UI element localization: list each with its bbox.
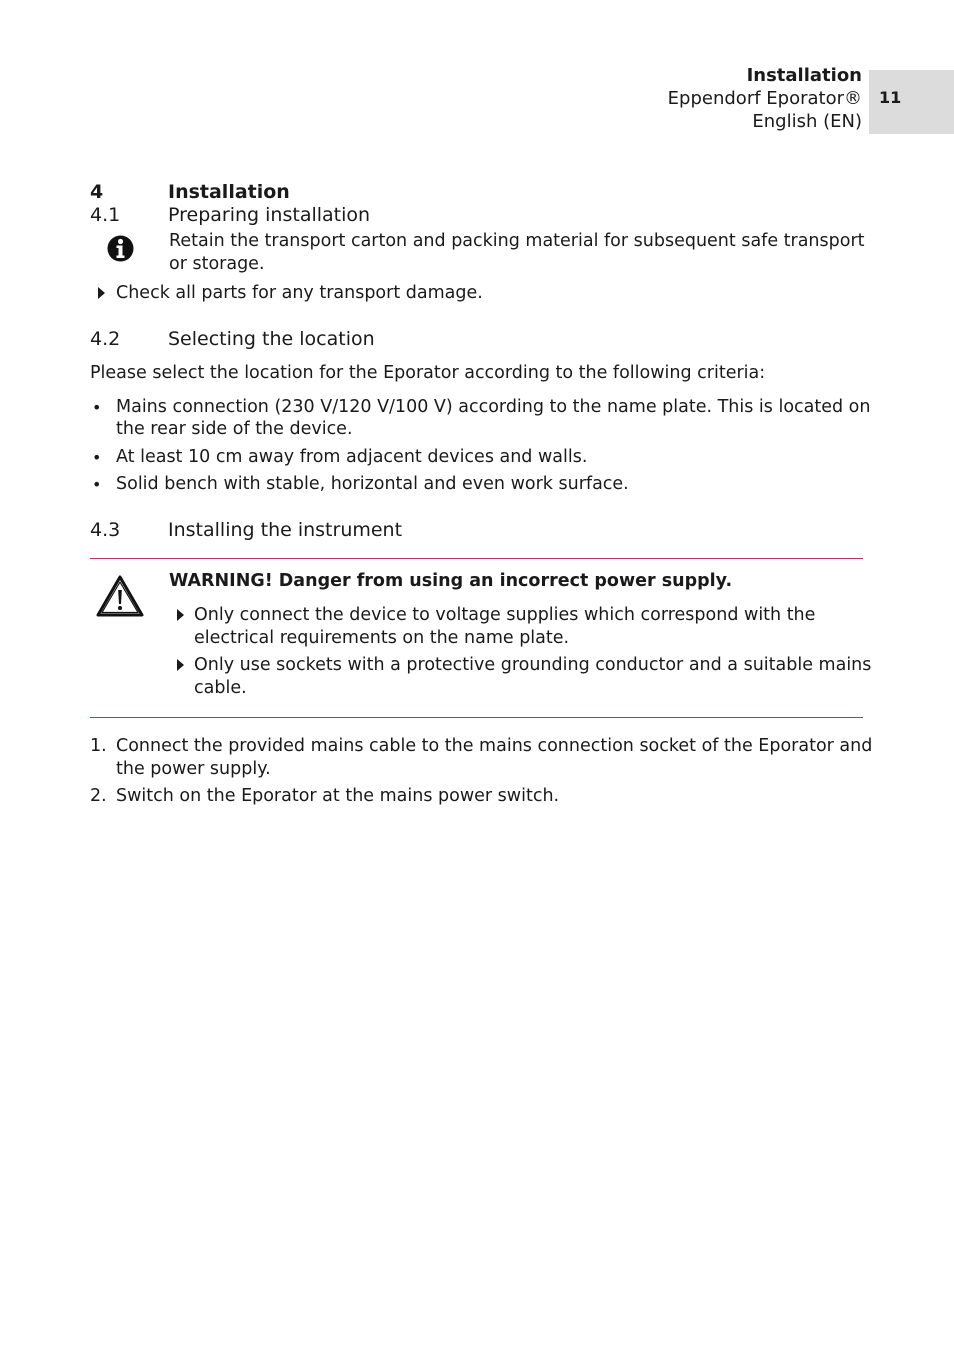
list-item: At least 10 cm away from adjacent devices and walls. [116,447,588,467]
chapter-title: Installation [168,181,290,203]
page-number: 11 [879,88,902,107]
section-4-2-title: Selecting the location [168,328,375,350]
section-4-1-title: Preparing installation [168,204,371,226]
bullet-marker: • [92,448,102,467]
arrow-right-icon [98,287,105,299]
section-4-3-number: 4.3 [90,519,121,541]
arrow-right-icon [177,659,184,671]
info-note-line-2: or storage. [169,254,265,274]
step-text-continuation: the power supply. [116,759,271,779]
list-item-continuation: the rear side of the device. [116,419,353,439]
arrow-right-icon [177,609,184,621]
step-text: Switch on the Eporator at the mains power switch. [116,786,560,806]
section-4-2-number: 4.2 [90,328,121,350]
warning-top-rule [90,558,863,559]
warning-item-continuation: electrical requirements on the name plate. [194,628,570,648]
warning-triangle-icon [96,574,144,618]
section-4-1-number: 4.1 [90,204,121,226]
header-product: Eppendorf Eporator® [667,88,862,109]
warning-bottom-rule [90,717,863,718]
header-section-title: Installation [746,65,862,86]
step-number: 2. [90,786,107,806]
step-number: 1. [90,736,107,756]
warning-item-continuation: cable. [194,678,247,698]
warning-item: Only use sockets with a protective grounding conductor and a suitable mains [194,655,872,675]
list-item: Solid bench with stable, horizontal and even work surface. [116,474,629,494]
step-check-parts: Check all parts for any transport damage. [116,283,483,303]
bullet-marker: • [92,475,102,494]
info-note-line-1: Retain the transport carton and packing material for subsequent safe transport [169,231,865,251]
warning-title: WARNING! Danger from using an incorrect power supply. [169,571,733,591]
page-number-tab [869,70,954,134]
step-text: Connect the provided mains cable to the mains connection socket of the Eporator and [116,736,873,756]
info-icon [107,235,134,262]
list-item: Mains connection (230 V/120 V/100 V) according to the name plate. This is located on [116,397,871,417]
location-intro: Please select the location for the Eporator according to the following criteria: [90,363,766,383]
section-4-3-title: Installing the instrument [168,519,403,541]
header-language: English (EN) [752,111,862,132]
warning-item: Only connect the device to voltage supplies which correspond with the [194,605,816,625]
chapter-number: 4 [90,181,104,203]
bullet-marker: • [92,398,102,417]
